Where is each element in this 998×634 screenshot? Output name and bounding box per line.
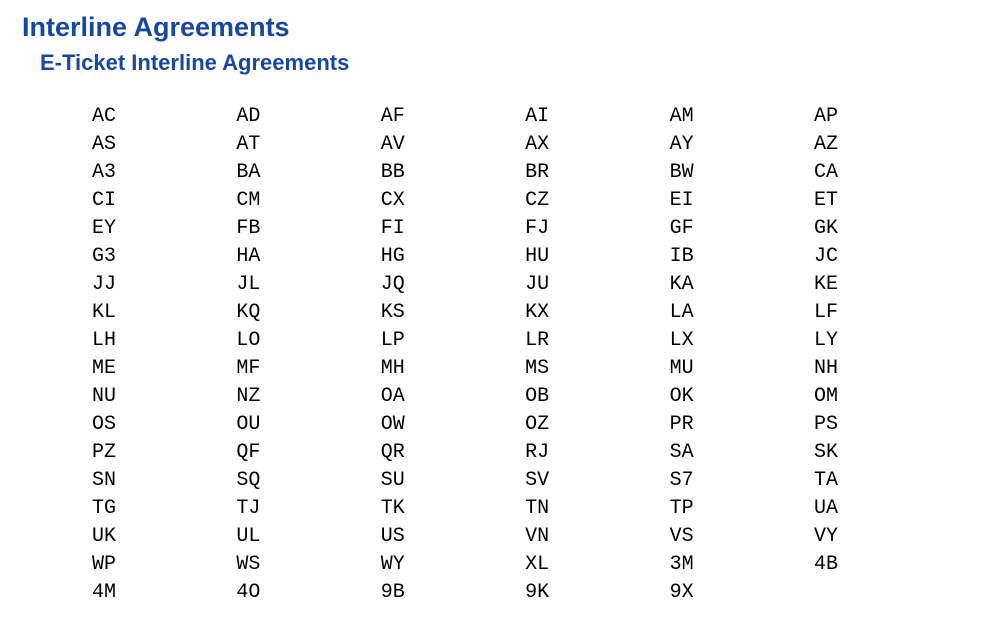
airline-code: VS	[669, 525, 694, 548]
airline-code: NU	[92, 385, 117, 408]
airline-code: AT	[236, 133, 261, 156]
airline-code: ME	[92, 357, 117, 380]
airline-code: CX	[380, 189, 405, 212]
airline-code: AP	[813, 105, 838, 128]
airline-code: MH	[380, 357, 405, 380]
airline-code: OS	[92, 413, 117, 436]
airline-code: 4O	[236, 581, 261, 604]
airline-code: HA	[236, 245, 261, 268]
airline-code: AS	[92, 133, 117, 156]
airline-code: TK	[380, 497, 405, 520]
airline-code: JJ	[92, 273, 117, 296]
airline-code: LX	[669, 329, 694, 352]
airline-code: WS	[236, 553, 261, 576]
airline-code: S7	[669, 469, 694, 492]
airline-code: SV	[525, 469, 550, 492]
airline-code: JQ	[380, 273, 405, 296]
airline-code: LP	[380, 329, 405, 352]
airline-code: TN	[525, 497, 550, 520]
airline-code: OW	[380, 413, 405, 436]
airline-code: AD	[236, 105, 261, 128]
airline-code: MS	[525, 357, 550, 380]
airline-code: AV	[380, 133, 405, 156]
airline-code: HU	[525, 245, 550, 268]
airline-code: 9K	[525, 581, 550, 604]
page-subtitle: E-Ticket Interline Agreements	[40, 50, 350, 75]
airline-code: MF	[236, 357, 261, 380]
airline-code: 4M	[92, 581, 117, 604]
airline-code: AC	[92, 105, 117, 128]
airline-code: TG	[92, 497, 117, 520]
airline-code: CM	[236, 189, 261, 212]
airline-code: VN	[525, 525, 550, 548]
airline-code: IB	[669, 245, 694, 268]
airline-code: AZ	[813, 133, 838, 156]
airline-code: GF	[669, 217, 694, 240]
airline-code: JU	[525, 273, 550, 296]
airline-code: CZ	[525, 189, 550, 212]
airline-code: LY	[813, 329, 838, 352]
airline-code: NH	[813, 357, 838, 380]
airline-code: UK	[92, 525, 117, 548]
airline-code: AY	[669, 133, 694, 156]
airline-code: OM	[813, 385, 838, 408]
airline-code: KQ	[236, 301, 261, 324]
airline-code: PZ	[92, 441, 117, 464]
airline-code: QR	[380, 441, 405, 464]
airline-code: 4B	[813, 553, 838, 576]
airline-code: JL	[236, 273, 261, 296]
airline-code: LA	[669, 301, 694, 324]
airline-code: KX	[525, 301, 550, 324]
airline-code: US	[380, 525, 405, 548]
airline-code: BB	[380, 161, 405, 184]
airline-code: SK	[813, 441, 838, 464]
airline-code: G3	[92, 245, 117, 268]
airline-code: KL	[92, 301, 117, 324]
airline-code: PR	[669, 413, 694, 436]
airline-code: MU	[669, 357, 694, 380]
airline-code: CI	[92, 189, 117, 212]
airline-code: AI	[525, 105, 550, 128]
airline-code: SN	[92, 469, 117, 492]
airline-code: ET	[813, 189, 838, 212]
airline-code: 9X	[669, 581, 694, 604]
airline-code: 3M	[669, 553, 694, 576]
airline-code: EI	[669, 189, 694, 212]
airline-code: FB	[236, 217, 261, 240]
airline-code: KE	[813, 273, 838, 296]
airline-code: AX	[525, 133, 550, 156]
airline-code: OU	[236, 413, 261, 436]
airline-code: RJ	[525, 441, 550, 464]
airline-code-grid	[92, 103, 998, 607]
airline-code: EY	[92, 217, 117, 240]
airline-code: A3	[92, 161, 117, 184]
airline-code: PS	[813, 413, 838, 436]
airline-code: JC	[813, 245, 838, 268]
airline-code: OA	[380, 385, 405, 408]
airline-code: TJ	[236, 497, 261, 520]
airline-code: OK	[669, 385, 694, 408]
airline-code: TP	[669, 497, 694, 520]
airline-code: UA	[813, 497, 838, 520]
airline-code: UL	[236, 525, 261, 548]
airline-code: SQ	[236, 469, 261, 492]
page-title: Interline Agreements	[22, 12, 290, 42]
airline-code: KA	[669, 273, 694, 296]
airline-code: VY	[813, 525, 838, 548]
airline-code: AM	[669, 105, 694, 128]
airline-code: LR	[525, 329, 550, 352]
airline-code: 9B	[380, 581, 405, 604]
airline-code: NZ	[236, 385, 261, 408]
airline-code: BW	[669, 161, 694, 184]
airline-code: LF	[813, 301, 838, 324]
airline-code: SU	[380, 469, 405, 492]
airline-code: WY	[380, 553, 405, 576]
airline-code: AF	[380, 105, 405, 128]
airline-code: LO	[236, 329, 261, 352]
airline-code: GK	[813, 217, 838, 240]
airline-code: TA	[813, 469, 838, 492]
airline-code: BA	[236, 161, 261, 184]
airline-code: XL	[525, 553, 550, 576]
airline-code: QF	[236, 441, 261, 464]
airline-code: FJ	[525, 217, 550, 240]
airline-code: KS	[380, 301, 405, 324]
airline-code: FI	[380, 217, 405, 240]
airline-code: OZ	[525, 413, 550, 436]
airline-code: SA	[669, 441, 694, 464]
airline-code: CA	[813, 161, 838, 184]
airline-code: HG	[380, 245, 405, 268]
airline-code: BR	[525, 161, 550, 184]
airline-code: LH	[92, 329, 117, 352]
airline-code: WP	[92, 553, 117, 576]
airline-code: OB	[525, 385, 550, 408]
